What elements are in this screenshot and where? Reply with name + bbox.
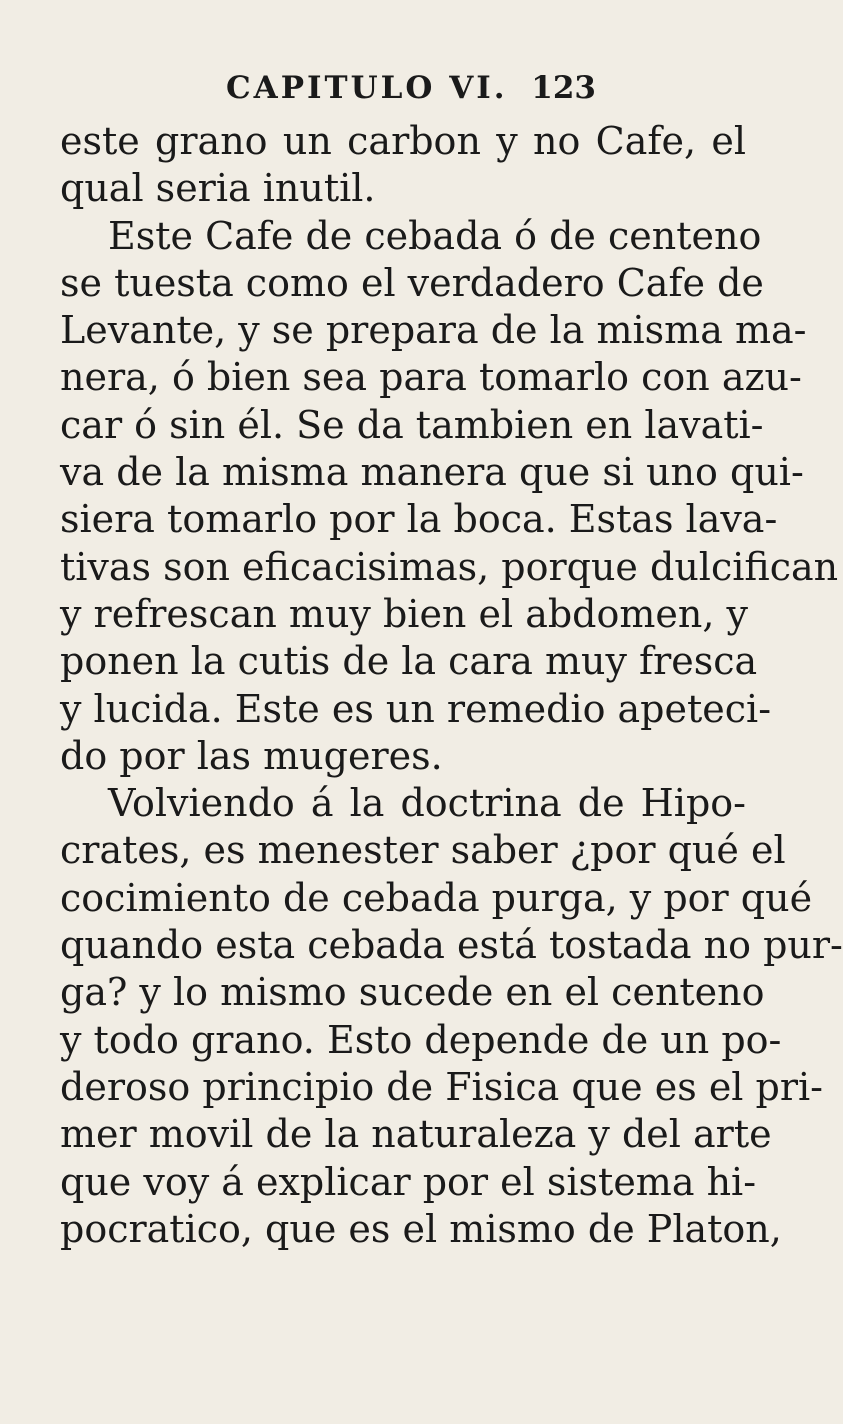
- text-line: tivas son eficacisimas, porque dulcifican: [60, 544, 839, 589]
- page-number: 123: [531, 70, 596, 106]
- text-line: ponen la cutis de la cara muy fresca: [60, 639, 758, 684]
- text-line: que voy á explicar por el sistema hi-: [60, 1159, 757, 1204]
- text-line: quando esta cebada está tostada no pur-: [60, 923, 843, 968]
- text-line: do por las mugeres.: [60, 733, 443, 778]
- text-line: nera, ó bien sea para tomarlo con azu-: [60, 355, 802, 400]
- text-line: y lucida. Este es un remedio apeteci-: [60, 686, 772, 731]
- text-line: Levante, y se prepara de la misma ma-: [60, 308, 807, 353]
- text-line: mer movil de la naturaleza y del arte: [60, 1112, 772, 1157]
- page-header: [226, 70, 596, 110]
- running-head: CAPITULO VI.: [226, 70, 508, 106]
- text-line: y todo grano. Esto depende de un po-: [60, 1017, 782, 1062]
- text-line: pocratico, que es el mismo de Platon,: [60, 1206, 782, 1251]
- body-text: [60, 118, 843, 1253]
- text-line: siera tomarlo por la boca. Estas lava-: [60, 497, 778, 542]
- text-line: se tuesta como el verdadero Cafe de: [60, 260, 764, 305]
- text-line: va de la misma manera que si uno qui-: [60, 450, 804, 495]
- text-line: car ó sin él. Se da tambien en lavati-: [60, 402, 764, 447]
- text-line: y refrescan muy bien el abdomen, y: [60, 591, 749, 636]
- text-line: Este Cafe de cebada ó de centeno: [108, 213, 762, 258]
- text-line: este grano un carbon y no Cafe, el: [60, 119, 746, 163]
- text-line: ga? y lo mismo sucede en el centeno: [60, 970, 765, 1015]
- text-line: cocimiento de cebada purga, y por qué: [60, 875, 813, 920]
- text-line: qual seria inutil.: [60, 166, 376, 211]
- text-line: deroso principio de Fisica que es el pri-: [60, 1064, 824, 1109]
- text-line: Volviendo á la doctrina de Hipo-: [108, 781, 746, 826]
- text-line: crates, es menester saber ¿por qué el: [60, 828, 786, 873]
